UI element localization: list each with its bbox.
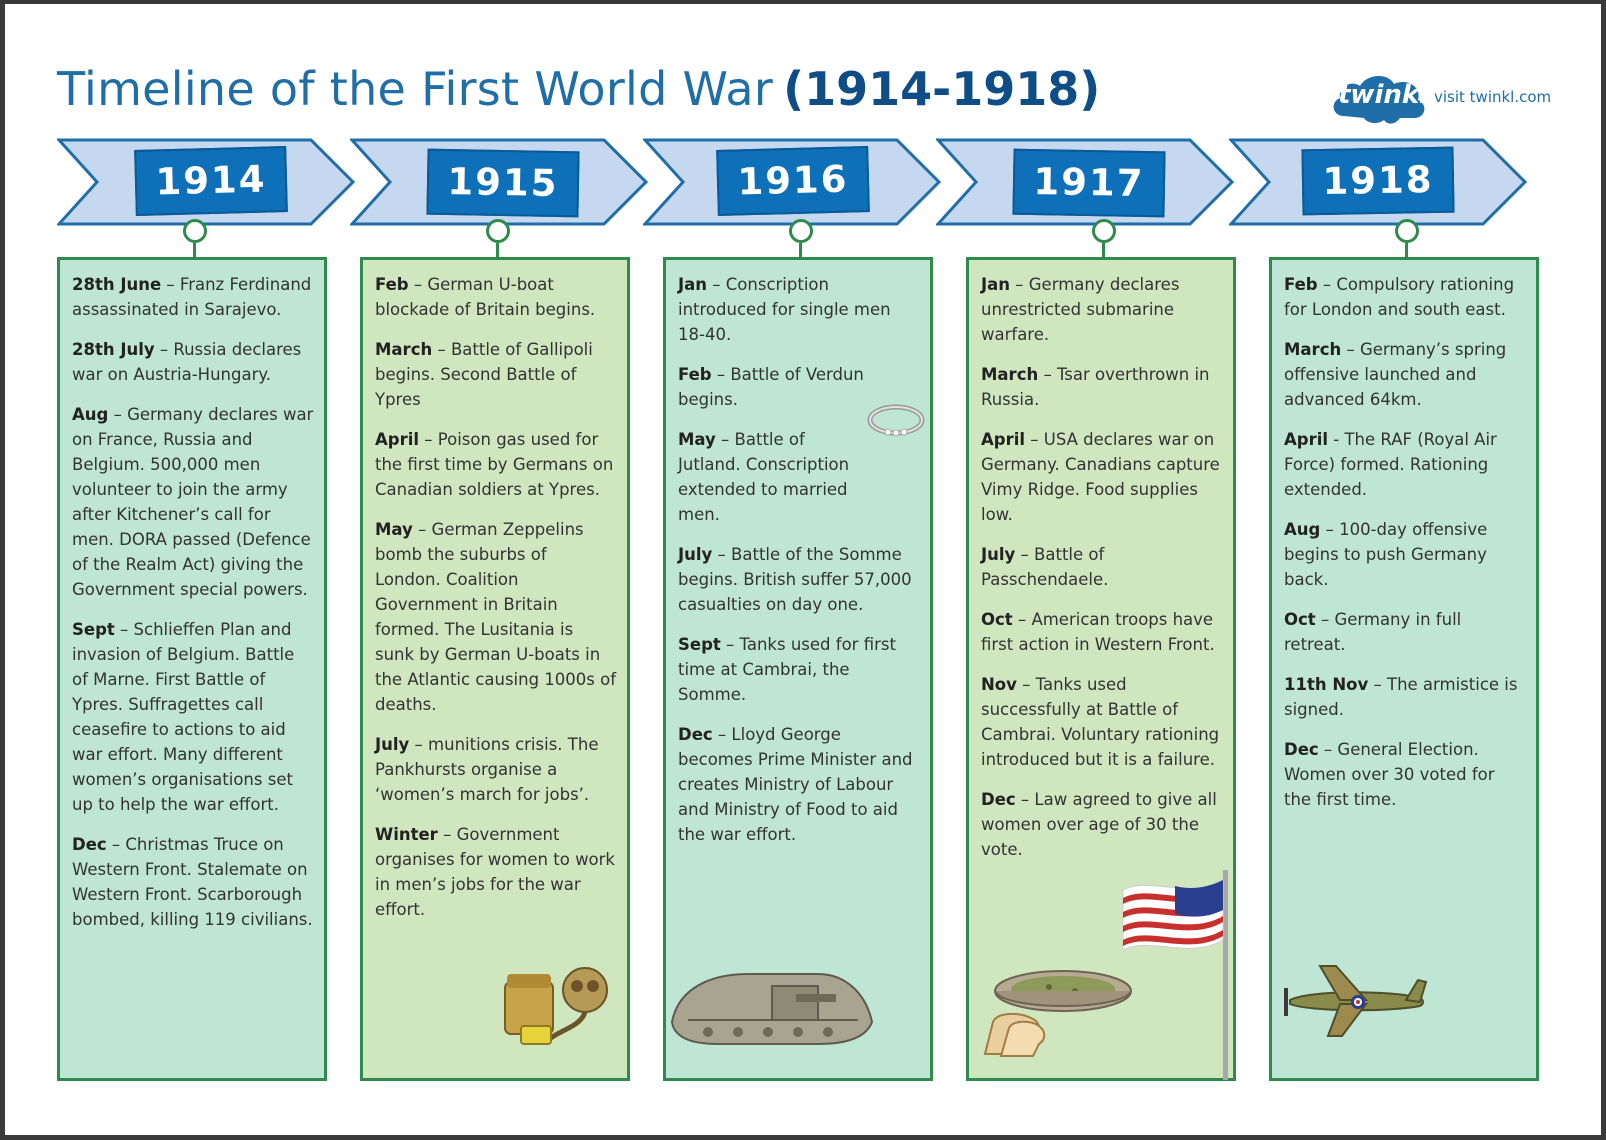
year-label-1918: 1918 [1301, 147, 1454, 216]
bread-icon [979, 1010, 1051, 1060]
event-text: – Compulsory rationing for London and south east. [1284, 275, 1515, 319]
event-text: – Germany declares unrestricted submarine warfare. [981, 275, 1180, 344]
event-entry [1284, 272, 1526, 322]
event-entry [72, 832, 314, 932]
event-date: April [375, 430, 420, 449]
event-date: Winter [375, 825, 438, 844]
ring-icon [866, 400, 926, 440]
event-entry [1284, 517, 1526, 592]
connector-pin-1914 [183, 219, 207, 243]
event-date: May [375, 520, 413, 539]
event-entry [678, 632, 920, 707]
event-text: – Russia declares war on Austria-Hungary. [72, 340, 302, 384]
event-date: Sept [678, 635, 721, 654]
event-entry [375, 822, 617, 922]
event-text: – German Zeppelins bomb the suburbs of London. Coalition Government in Britain formed. The Lusitania is sunk by German U-boats in the Atlantic causing 1000s of deaths. [375, 520, 617, 714]
event-date: Nov [981, 675, 1017, 694]
column-1915 [360, 257, 630, 1081]
event-date: Jan [678, 275, 708, 294]
event-entry [375, 272, 617, 322]
event-date: Dec [72, 835, 107, 854]
event-text: – Tanks used for first time at Cambrai, the Somme. [678, 635, 896, 704]
event-date: April [1284, 430, 1329, 449]
year-label-1916: 1916 [716, 146, 870, 216]
event-text: – Schlieffen Plan and invasion of Belgium. Battle of Marne. First Battle of Ypres. Suffragettes call ceasefire to actions to aid war effort. Many different women’s organisations set up to help the war effort. [72, 620, 295, 814]
event-date: July [375, 735, 410, 754]
event-text: – Germany declares war on France, Russia and Belgium. 500,000 men volunteer to join the army after Kitchener’s call for men. DORA passed (Defence of the Realm Act) giving the Government special powers. [72, 405, 314, 599]
event-text: – Christmas Truce on Western Front. Stalemate on Western Front. Scarborough bombed, killing 119 civilians. [72, 835, 313, 929]
american-flag-icon [1119, 870, 1234, 1080]
connector-stem-1916 [799, 243, 802, 258]
event-date: March [1284, 340, 1342, 359]
event-date: Dec [1284, 740, 1319, 759]
twinkl-brand[interactable] [1330, 70, 1550, 128]
event-entry [72, 617, 314, 817]
event-entry [981, 607, 1223, 657]
event-date: July [678, 545, 713, 564]
title-years: (1914-1918) [783, 62, 1101, 116]
event-date: 11th Nov [1284, 675, 1369, 694]
event-text: – Poison gas used for the first time by Germans on Canadian soldiers at Ypres. [375, 430, 614, 499]
connector-pin-1916 [789, 219, 813, 243]
event-text: – Lloyd George becomes Prime Minister and creates Ministry of Labour and Ministry of Food to aid the war effort. [678, 725, 913, 844]
year-label-1917: 1917 [1012, 149, 1165, 218]
event-entry [1284, 427, 1526, 502]
event-date: Oct [981, 610, 1013, 629]
event-entry [981, 787, 1223, 862]
year-label-1914: 1914 [134, 146, 288, 216]
event-date: Sept [72, 620, 115, 639]
event-text: - The RAF (Royal Air Force) formed. Rationing extended. [1284, 430, 1497, 499]
event-text: – Tsar overthrown in Russia. [981, 365, 1210, 409]
spitfire-plane-icon [1280, 960, 1430, 1040]
event-entry [981, 542, 1223, 592]
event-text: – munitions crisis. The Pankhursts organise a ‘women’s march for jobs’. [375, 735, 599, 804]
event-text: – Law agreed to give all women over age of 30 the vote. [981, 790, 1217, 859]
event-text: – General Election. Women over 30 voted for the first time. [1284, 740, 1495, 809]
event-entry [72, 337, 314, 387]
event-date: Aug [1284, 520, 1321, 539]
event-date: March [981, 365, 1039, 384]
event-text: – Germany in full retreat. [1284, 610, 1462, 654]
event-entry [1284, 672, 1526, 722]
connector-pin-1915 [486, 219, 510, 243]
event-text: – Battle of Passchendaele. [981, 545, 1109, 589]
event-entry [1284, 737, 1526, 812]
event-text: – German U-boat blockade of Britain begins. [375, 275, 596, 319]
event-entry [72, 272, 314, 322]
event-text: – Franz Ferdinand assassinated in Sarajevo. [72, 275, 312, 319]
connector-stem-1917 [1102, 243, 1105, 258]
event-text: – Battle of Jutland. Conscription extended to married men. [678, 430, 850, 524]
event-entry [678, 272, 920, 347]
event-date: 28th June [72, 275, 162, 294]
event-date: Feb [1284, 275, 1318, 294]
connector-stem-1914 [193, 243, 196, 258]
event-date: Oct [1284, 610, 1316, 629]
event-text: – Battle of the Somme begins. British suffer 57,000 casualties on day one. [678, 545, 912, 614]
event-date: 28th July [72, 340, 155, 359]
event-entry [375, 517, 617, 717]
event-entry [678, 722, 920, 847]
connector-stem-1918 [1405, 243, 1408, 258]
event-date: Dec [678, 725, 713, 744]
event-date: April [981, 430, 1026, 449]
column-1914 [57, 257, 327, 1081]
title-main: Timeline of the First World War [57, 62, 774, 116]
event-entry [981, 672, 1223, 772]
connector-stem-1915 [496, 243, 499, 258]
page-title [57, 62, 1100, 116]
tank-icon [668, 960, 878, 1050]
event-date: Feb [678, 365, 712, 384]
event-entry [72, 402, 314, 602]
event-entry [678, 427, 920, 527]
event-entry [981, 362, 1223, 412]
event-entry [1284, 607, 1526, 657]
visit-link[interactable]: visit twinkl.com [1434, 88, 1552, 106]
column-1916 [663, 257, 933, 1081]
gas-mask-icon [501, 960, 621, 1055]
event-text: – American troops have first action in Western Front. [981, 610, 1215, 654]
event-date: Feb [375, 275, 409, 294]
column-1918 [1269, 257, 1539, 1081]
event-entry [678, 542, 920, 617]
event-text: – USA declares war on Germany. Canadians capture Vimy Ridge. Food supplies low. [981, 430, 1220, 524]
event-text: – Conscription introduced for single men 18-40. [678, 275, 891, 344]
event-text: – Government organises for women to work in men’s jobs for the war effort. [375, 825, 615, 919]
event-entry [375, 337, 617, 412]
event-text: – The armistice is signed. [1284, 675, 1518, 719]
event-entry [1284, 337, 1526, 412]
event-date: May [678, 430, 716, 449]
connector-pin-1917 [1092, 219, 1116, 243]
event-text: – 100-day offensive begins to push Germany back. [1284, 520, 1488, 589]
event-date: March [375, 340, 433, 359]
year-label-1915: 1915 [426, 149, 579, 218]
column-1917 [966, 257, 1236, 1081]
event-entry [981, 427, 1223, 527]
event-date: Jan [981, 275, 1011, 294]
event-entry [981, 272, 1223, 347]
brand-word: twinkl [1338, 80, 1429, 110]
event-text: – Germany’s spring offensive launched and advanced 64km. [1284, 340, 1507, 409]
event-entry [375, 732, 617, 807]
event-date: Dec [981, 790, 1016, 809]
event-date: July [981, 545, 1016, 564]
connector-pin-1918 [1395, 219, 1419, 243]
event-text: – Tanks used successfully at Battle of Cambrai. Voluntary rationing introduced but it is a failure. [981, 675, 1220, 769]
event-date: Aug [72, 405, 109, 424]
event-text: – Battle of Gallipoli begins. Second Battle of Ypres [375, 340, 593, 409]
event-entry [375, 427, 617, 502]
event-text: – Battle of Verdun begins. [678, 365, 864, 409]
